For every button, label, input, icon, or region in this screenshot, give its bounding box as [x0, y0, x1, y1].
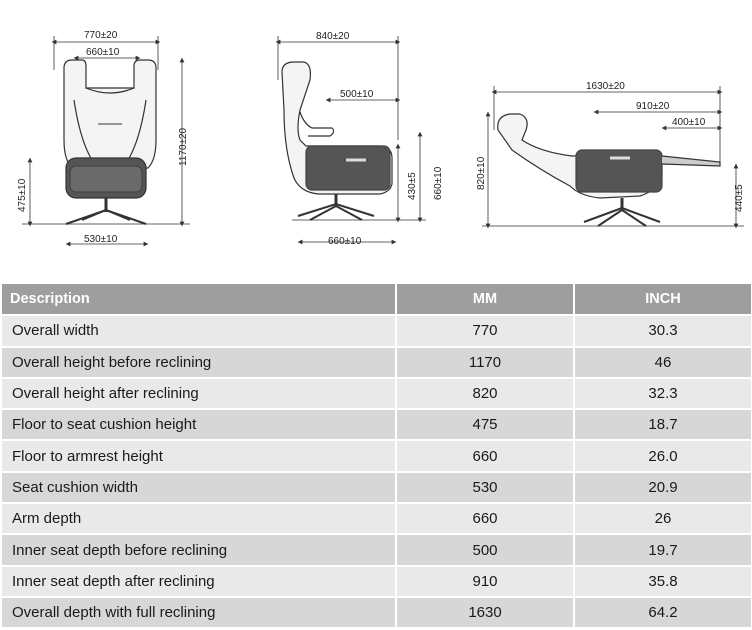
- row-mm: 530: [396, 472, 574, 503]
- reclined-inner-depth-label: 910±20: [636, 101, 670, 112]
- table-row: [2, 566, 752, 597]
- table-header-row: [2, 284, 752, 315]
- row-inch: 19.7: [574, 534, 752, 565]
- table-row: [2, 472, 752, 503]
- side-view: [282, 62, 392, 220]
- table-row: [2, 503, 752, 534]
- side-depth-label: 840±20: [316, 31, 350, 42]
- reclined-total-depth-label: 1630±20: [586, 81, 625, 92]
- side-armrest-height-label: 660±10: [433, 166, 444, 200]
- row-mm: 770: [396, 315, 574, 346]
- row-description: Overall height after reclining: [2, 378, 396, 409]
- reclined-front-depth-label: 400±10: [672, 117, 706, 128]
- front-seat-width-label: 530±10: [84, 234, 118, 245]
- header-mm: MM: [396, 284, 574, 315]
- row-inch: 20.9: [574, 472, 752, 503]
- side-base-depth-label: 660±10: [328, 236, 362, 247]
- header-description: Description: [2, 284, 396, 315]
- separator: [0, 262, 752, 284]
- side-seat-height-label: 430±5: [407, 172, 418, 200]
- row-inch: 26.0: [574, 440, 752, 471]
- row-description: Floor to armrest height: [2, 440, 396, 471]
- dimensions-table: [2, 284, 752, 629]
- reclined-height-label: 820±10: [476, 156, 487, 190]
- side-inner-depth-label: 500±10: [340, 89, 374, 100]
- row-description: Overall width: [2, 315, 396, 346]
- header-inch: INCH: [574, 284, 752, 315]
- row-mm: 820: [396, 378, 574, 409]
- row-mm: 475: [396, 409, 574, 440]
- row-mm: 660: [396, 503, 574, 534]
- table-row: [2, 315, 752, 346]
- row-description: Overall height before reclining: [2, 347, 396, 378]
- row-mm: 1630: [396, 597, 574, 628]
- row-description: Inner seat depth before reclining: [2, 534, 396, 565]
- reclined-view: [498, 114, 720, 226]
- table-row: [2, 597, 752, 628]
- row-mm: 1170: [396, 347, 574, 378]
- front-seat-height-label: 475±10: [17, 178, 28, 212]
- row-description: Inner seat depth after reclining: [2, 566, 396, 597]
- table-row: [2, 409, 752, 440]
- technical-drawings: [0, 0, 752, 262]
- front-height-label: 1170±20: [178, 127, 189, 166]
- row-description: Arm depth: [2, 503, 396, 534]
- table-row: [2, 440, 752, 471]
- row-description: Overall depth with full reclining: [2, 597, 396, 628]
- front-top-width-label: 770±20: [84, 30, 118, 41]
- row-description: Floor to seat cushion height: [2, 409, 396, 440]
- table-row: [2, 347, 752, 378]
- row-inch: 35.8: [574, 566, 752, 597]
- row-description: Seat cushion width: [2, 472, 396, 503]
- row-inch: 46: [574, 347, 752, 378]
- reclined-seat-height-label: 440±5: [734, 184, 745, 212]
- front-view: [64, 60, 156, 224]
- row-inch: 32.3: [574, 378, 752, 409]
- row-inch: 30.3: [574, 315, 752, 346]
- table-row: [2, 378, 752, 409]
- row-mm: 660: [396, 440, 574, 471]
- drawing-canvas: [0, 0, 752, 262]
- row-inch: 64.2: [574, 597, 752, 628]
- table-row: [2, 534, 752, 565]
- row-inch: 26: [574, 503, 752, 534]
- row-mm: 910: [396, 566, 574, 597]
- row-inch: 18.7: [574, 409, 752, 440]
- row-mm: 500: [396, 534, 574, 565]
- front-back-width-label: 660±10: [86, 47, 120, 58]
